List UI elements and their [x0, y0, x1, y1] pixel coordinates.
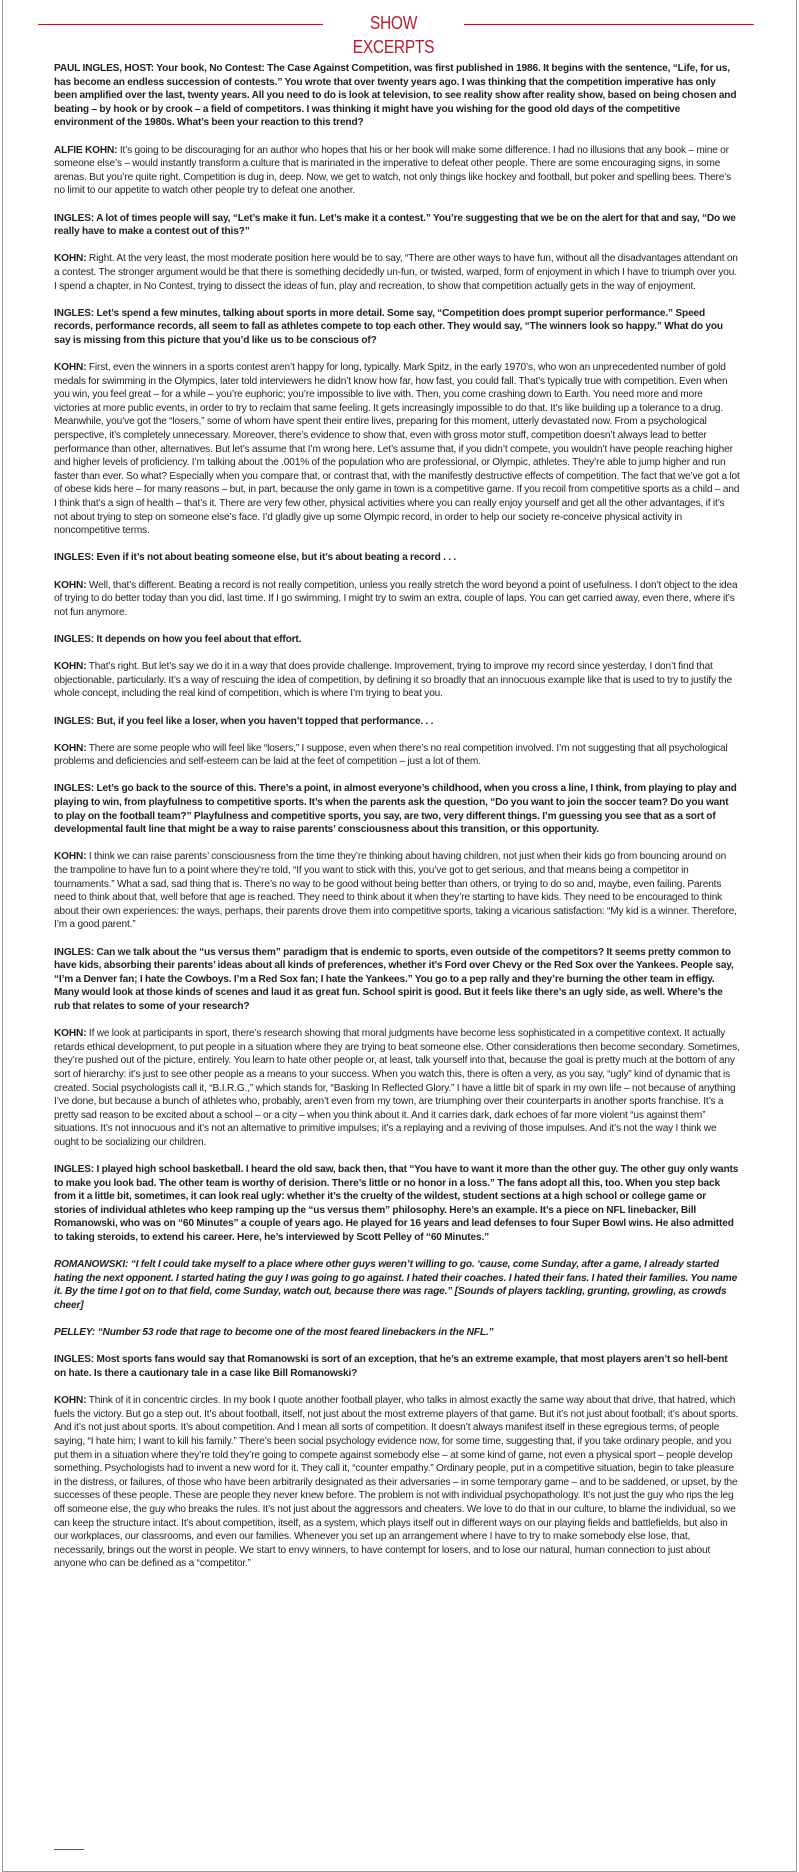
transcript-paragraph — [54, 946, 740, 1014]
transcript-paragraph — [54, 633, 740, 647]
speaker-label: PELLEY: — [54, 1327, 96, 1339]
transcript-paragraph — [54, 1326, 740, 1340]
paragraph-text: That’s right. But let’s say we do it in a way that does provide challenge. Improvement, trying to improve my record since yesterday, I don’t find that objectionable, particularly. It’s a way of rescuing the idea of competition, by defining it so broadly that an innocuous example like that is used to try to justify the whole concept, including the real kind of competition, which is where I’m trying to beat you. — [54, 661, 732, 700]
transcript-paragraph — [54, 1163, 740, 1245]
paragraph-text: “I felt I could take myself to a place where other guys weren’t willing to go. ‘cause, come Sunday, after a game, I already started hating the next opponent. I started hating the guy I was going to go against. I hated their coaches. I hated their fans. I hated their families. You name it. By the time I got on to that field, come Sunday, watch out, because there was rage.” [Sounds of players tackling, grunting, growling, as crowds cheer] — [54, 1259, 738, 1312]
paragraph-text: Let’s spend a few minutes, talking about sports in more detail. Some say, “Competition does prompt superior performance.” Speed records, performance records, all seem to fall as athletes compete to top each other. They would say, “The winners look so happy.” What do you say is missing from this picture that you’d like us to be conscious of? — [54, 307, 723, 346]
speaker-label: KOHN: — [54, 1028, 87, 1040]
paragraph-text: There are some people who will feel like “losers,” I suppose, even when there’s no real competition involved. I’m not suggesting that all psychological problems and deficiencies and self-esteem can be laid at the feet of competition – just a lot of them. — [54, 742, 728, 768]
transcript-paragraph — [54, 850, 740, 932]
paragraph-text: Even if it’s not about beating someone else, but it’s about beating a record . . . — [94, 552, 457, 564]
transcript-paragraph — [54, 715, 740, 729]
speaker-label: KOHN: — [54, 362, 87, 374]
speaker-label: PAUL INGLES, HOST: — [54, 63, 155, 74]
page-header — [0, 11, 799, 57]
footer-rule — [54, 1849, 84, 1850]
speaker-label: ROMANOWSKI: — [54, 1259, 129, 1271]
speaker-label: KOHN: — [54, 661, 87, 673]
paragraph-text: But, if you feel like a loser, when you haven’t topped that performance. . . — [94, 715, 434, 727]
paragraph-text: If we look at participants in sport, there’s research showing that moral judgments have become less sophisticated in a competitive context. It actually retards ethical development, to put people in a situation where they are trying to beat someone else. Other considerations then become secondary. Sometimes, they’re pushed out of the picture, entirely. You learn to hate other people or, at least, talk yourself into that, because the goal is pretty much at the bottom of any sort of hierarchy: it’s just to see other people as a means to your success. When you watch this, there is often a very, as you say, “ugly” kind of dynamic that is created. Social psychologists call it, “B.I.R.G.,” which stands for, “Basking In Reflected Glory.” I have a little bit of spark in my own life – not because of anything I’ve done, but because a bunch of athletes who, probably, aren’t even from my town, are triumphing over their counterparts in another sports franchise. It’s a pretty sad reason to be excited about a school – or a city – when you think about it. And it carries dark, dark echoes of far more violent “us against them” situations. It’s not innocuous and it’s not an alternative to primitive impulses; it’s a replaying and a reviving of those impulses. And it’s not the way I think we ought to be socializing our children. — [54, 1028, 740, 1148]
paragraph-text: Let’s go back to the source of this. There’s a point, in almost everyone’s childhood, when you cross a line, I think, from playing to play and playing to win, from playfulness to competitive sports. It’s when the parents ask the question, “Do you want to join the soccer team? Do you want to play on the football team?” Playfulness and competitive sports, you say, are two, very different things. I’m guessing you see that as a sort of developmental fault line that might be a way to raise parents’ consciousness about this transition, or this opportunity. — [54, 783, 737, 836]
transcript-paragraph — [54, 252, 740, 293]
transcript-paragraph — [54, 1394, 740, 1571]
paragraph-text: A lot of times people will say, “Let’s make it fun. Let’s make it a contest.” You’re suggesting that we be on the alert for that and say, “Do we really have to make a contest out of this?” — [54, 212, 736, 238]
paragraph-text: I think we can raise parents’ consciousness from the time they’re thinking about having children, not just when their kids go from bouncing around on the trampoline to have fun to a point where they’re told, “If you want to stick with this, you’ve got to get serious, and that means being a competitor in tournaments.” What a sad, sad thing that is. There’s no way to be good without being better than others, or trying to do so and, maybe, even failing. Parents need to think about that, well before that age is reached. They need to think about it when they’re starting to have kids. They need to be encouraged to think about their own experiences: the ways, perhaps, their parents drove them into competitive sports, taking a vicarious satisfaction: “My kid is a winner. Therefore, I’m a good parent.” — [54, 851, 737, 931]
paragraph-text: It depends on how you feel about that effort. — [94, 633, 302, 645]
paragraph-text: I played high school basketball. I heard the old saw, back then, that “You have to want it more than the other guy. The other guy only wants to make you look bad. The other team is worthy of derision. There’s little or no honor in a loss.” The fans adopt all this, too. When you step back from it a little bit, sometimes, it can look real ugly: whether it’s the cruelty of the wildest, student sections at a high school or college game or stories of individual athletes who keep ramping up the “us versus them” philosophy. Here’s an example. It’s a piece on NFL linebacker, Bill Romanowski, who was on “60 Minutes” a couple of years ago. He played for 16 years and lead defenses to four Super Bowl wins. He also admitted to taking steroids, to extend his career. Here, he’s interviewed by Scott Pelley of “60 Minutes.” — [54, 1164, 739, 1244]
speaker-label: KOHN: — [54, 851, 87, 863]
paragraph-text: Well, that’s different. Beating a record is not really competition, unless you really stretch the word beyond a point of usefulness. I don’t object to the idea of trying to do better today than you did, last time. If I go swimming, I might try to swim an extra, couple of laps. You can get carried away, even there, where it’s not fun anymore. — [54, 579, 738, 618]
transcript-paragraph — [54, 1353, 740, 1380]
speaker-label: KOHN: — [54, 579, 87, 591]
paragraph-text: Can we talk about the “us versus them” paradigm that is endemic to sports, even outside of the competitors? It seems pretty common to have kids, absorbing their parents’ ideas about all kinds of preferences, whether it’s Ford over Chevy or the Red Sox over the Yankees. People say, “I’m a Denver fan; I hate the Cowboys. I’m a Red Sox fan; I hate the Yankees.” You go to a pep rally and they’re burning the other team in effigy. Many would look at those kinds of scenes and laud it as great fun. School spirit is good. But it feels like there’s an ugly side, as well. Where’s the rub that relates to some of your research? — [54, 946, 734, 1012]
speaker-label: INGLES: — [54, 946, 95, 958]
transcript-paragraph — [54, 660, 740, 701]
transcript-paragraph — [54, 307, 740, 348]
speaker-label: INGLES: — [54, 715, 95, 727]
speaker-label: INGLES: — [54, 633, 95, 645]
paragraph-text: It’s going to be discouraging for an author who hopes that his or her book will make some difference. I had no illusions that any book – mine or someone else’s – would instantly transform a culture that is marinated in the imperative to defeat other people. There are some encouraging signs, in some arenas. But you’re quite right. Competition is dug in, deep. Now, we get to watch, not only things like hockey and football, but poker and spelling bees. There’s no limit to our appetite to watch other people try to defeat one another. — [54, 144, 731, 197]
paragraph-text: Think of it in concentric circles. In my book I quote another football player, who talks in almost exactly the same way about that drive, that hatred, which fuels the victory. But go a step out. It’s about football, itself, not just about the most extreme players of that game. But it’s not just about football; it’s about sports. And it’s not just about sports. It’s about competition. And I mean all sorts of competition. It doesn’t always manifest itself in these egregious terms, of people saying, “I hate him; I want to kill his family.” There’s been social psychology evidence now, for some time, suggesting that, if you take ordinary people, and you put them in a situation where they’re told they’re going to compete against somebody else – at some kind of game, not even a physical sport – people develop something. Psychologists had to invent a new word for it. They call it, “counter empathy.” Ordinary people, put in a competitive situation, begin to take pleasure in the distress, or failures, of those who have been arbitrarily designated as their adversaries – in some temporary game – and to be saddened, or upset, by the successes of these people. These are people they never knew before. The problem is not with individual psychopathology. It’s not just the guy who rips the leg off someone else, the guy who breaks the rules. It’s not just about the aggressors and cheaters. We love to do that in our culture, to blame the individual, so we can keep the structure intact. It’s about competition, itself, as a system, which plays itself out in different ways on our playing fields and battlefields, but also in our workplaces, our classrooms, and even our families. Whenever you set up an arrangement where I have to try to make somebody else lose, that, necessarily, brings out the worst in people. We start to envy winners, to have contempt for losers, and to lose our natural, human connection to just about anyone who can be defined as a “competitor.” — [54, 1395, 739, 1570]
paragraph-text: Your book, No Contest: The Case Against Competition, was first published in 1986. It begins with the sentence, “Life, for us, has become an endless succession of contests.” You wrote that over twenty years ago. I was thinking that the competition imperative has only been amplified over the last, twenty years. All you need to do is look at television, to see reality show after reality show, based on being chosen and beating – by hook or by crook – a field of competitors. I was thinking it might have you wishing for the good old days of the competitive environment of the 1980s. What’s been your reaction to this trend? — [54, 63, 737, 129]
speaker-label: INGLES: — [54, 1354, 95, 1366]
speaker-label: INGLES: — [54, 1164, 95, 1176]
transcript-paragraph — [54, 62, 740, 130]
transcript-paragraph — [54, 1027, 740, 1149]
speaker-label: KOHN: — [54, 253, 87, 265]
transcript-paragraph — [54, 579, 740, 620]
speaker-label: INGLES: — [54, 783, 95, 795]
speaker-label: KOHN: — [54, 742, 87, 754]
speaker-label: INGLES: — [54, 552, 95, 564]
paragraph-text: Right. At the very least, the most moderate position here would be to say, “There are other ways to have fun, without all the disadvantages attendant on a contest. The stronger argument would be that there is something decidedly un-fun, or twisted, warped, form of enjoyment in which I have to triumph over you. I spend a chapter, in No Contest, trying to dissect the ideas of fun, play and recreation, to show that competition actually gets in the way of enjoyment. — [54, 253, 738, 292]
transcript-paragraph — [54, 1258, 740, 1312]
transcript-paragraph — [54, 361, 740, 538]
speaker-label: KOHN: — [54, 1395, 87, 1407]
header-rule-left — [38, 24, 323, 25]
speaker-label: ALFIE KOHN: — [54, 144, 118, 156]
page-title: SHOW EXCERPTS — [352, 13, 435, 57]
transcript-body — [54, 62, 740, 1585]
header-rule-right — [464, 24, 754, 25]
paragraph-text: “Number 53 rode that rage to become one of the most feared linebackers in the NFL.” — [95, 1327, 494, 1339]
transcript-paragraph — [54, 144, 740, 198]
transcript-paragraph — [54, 742, 740, 769]
transcript-paragraph — [54, 212, 740, 239]
transcript-paragraph — [54, 551, 740, 565]
transcript-paragraph — [54, 782, 740, 836]
speaker-label: INGLES: — [54, 307, 95, 319]
paragraph-text: First, even the winners in a sports contest aren’t happy for long, typically. Mark Spitz, in the early 1970’s, who won an unprecedented number of gold medals for swimming in the Olympics, later told interviewers he didn’t know how far, how fast, you could fall. That’s typically true with competition. Even when you win, you feel great – for a while – you’re euphoric; you’re impossible to live with. Then, you come crashing down to Earth. You need more and more victories at more public events, in order to try to reclaim that same feeling. It gets increasingly impossible to do that. It’s like building up a tolerance to a drug. Meanwhile, you’ve got the “losers,” some of whom have spent their entire lives, preparing for this moment, utterly devastated now. From a psychological perspective, it’s completely unnecessary. Moreover, there’s evidence to show that, even with gross motor stuff, competition doesn’t always lead to better performance than other, alternatives. But let’s assume that I’m wrong here. Let’s assume that, if you didn’t compete, you wouldn’t have people reaching higher and higher levels of proficiency. I’m talking about the .001% of the population who are professional, or Olympic, athletes. They’re able to jump higher and run faster than ever. So what? Especially when you compare that, or contrast that, with the manifestly destructive effects of competition. The fact that we’ve got a lot of obese kids here – for many reasons – but, in part, because the only game in town is a competitive game. If you recoil from competitive sports as a child – and I think that’s a sign of health – that’s it. There are very few other, physical activities where you can really enjoy yourself and get all the other advantages, if it’s not about trying to step on someone else’s face. I’d gladly give up some Olympic record, in order to help our society re-conceive physical activity in noncompetitive terms. — [54, 362, 740, 537]
speaker-label: INGLES: — [54, 212, 95, 224]
paragraph-text: Most sports fans would say that Romanowski is sort of an exception, that he’s an extreme example, that most players aren’t so hell-bent on hate. Is there a cautionary tale in a case like Bill Romanowski? — [54, 1354, 728, 1379]
